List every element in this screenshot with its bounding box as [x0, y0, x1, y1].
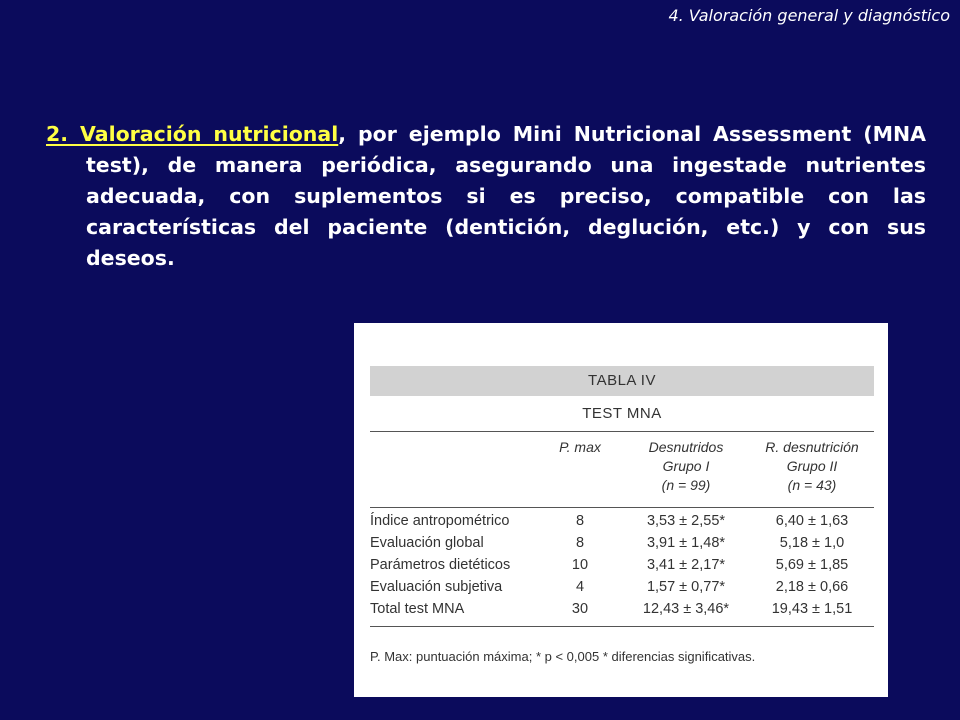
table-row	[370, 601, 874, 621]
column-header-pmax: P. max	[559, 439, 601, 455]
column-header-group2-line3: (n = 43)	[787, 477, 837, 493]
body-paragraph	[46, 119, 926, 274]
table-rule-top	[370, 431, 874, 432]
row-group1: 3,91 ± 1,48*	[646, 535, 726, 551]
row-group2: 2,18 ± 0,66	[775, 579, 849, 595]
table-title: TEST MNA	[582, 405, 662, 422]
row-group2: 5,69 ± 1,85	[775, 557, 849, 573]
column-header-group2-line1: R. desnutrición	[765, 439, 859, 455]
table-row	[370, 557, 874, 577]
row-group1: 3,53 ± 2,55*	[646, 513, 726, 529]
row-group2: 19,43 ± 1,51	[771, 601, 853, 617]
row-label: Total test MNA	[370, 601, 465, 617]
highlighted-heading: 2. Valoración nutricional	[46, 122, 339, 146]
table-rule-bottom	[370, 626, 874, 627]
column-header-group2	[750, 438, 874, 495]
mna-table-figure	[354, 323, 888, 697]
row-group2: 6,40 ± 1,63	[775, 513, 849, 529]
section-title: 4. Valoración general y diagnóstico	[668, 6, 950, 25]
row-pmax: 8	[575, 513, 585, 529]
table-caption: TABLA IV	[370, 366, 874, 396]
column-header-group1	[622, 438, 750, 495]
table-row	[370, 513, 874, 533]
table-row	[370, 579, 874, 599]
row-pmax: 30	[571, 601, 589, 617]
row-group1: 12,43 ± 3,46*	[642, 601, 730, 617]
row-group2: 5,18 ± 1,0	[779, 535, 845, 551]
column-header-group1-line3: (n = 99)	[661, 477, 711, 493]
table-row	[370, 535, 874, 555]
row-group1: 3,41 ± 2,17*	[646, 557, 726, 573]
row-label: Evaluación subjetiva	[370, 579, 503, 595]
row-pmax: 4	[575, 579, 585, 595]
row-label: Parámetros dietéticos	[370, 557, 511, 573]
row-pmax: 8	[575, 535, 585, 551]
row-pmax: 10	[571, 557, 589, 573]
row-label: Índice antropométrico	[370, 513, 510, 529]
column-header-group2-line2: Grupo II	[786, 458, 838, 474]
table-rule-header	[370, 507, 874, 508]
table-footnote: P. Max: puntuación máxima; * p < 0,005 * diferencias significativas.	[370, 649, 756, 664]
body-text: , por ejemplo Mini Nutricional Assessment (MNA test), de manera periódica, asegurando una ingestade nutrientes adecuada, con suplementos si es preciso, compatible con las características del paciente (dentición, deglución, etc.) y con sus deseos.	[86, 122, 927, 270]
column-header-group1-line2: Grupo I	[662, 458, 710, 474]
column-header-group1-line1: Desnutridos	[648, 439, 724, 455]
row-label: Evaluación global	[370, 535, 484, 551]
row-group1: 1,57 ± 0,77*	[646, 579, 726, 595]
